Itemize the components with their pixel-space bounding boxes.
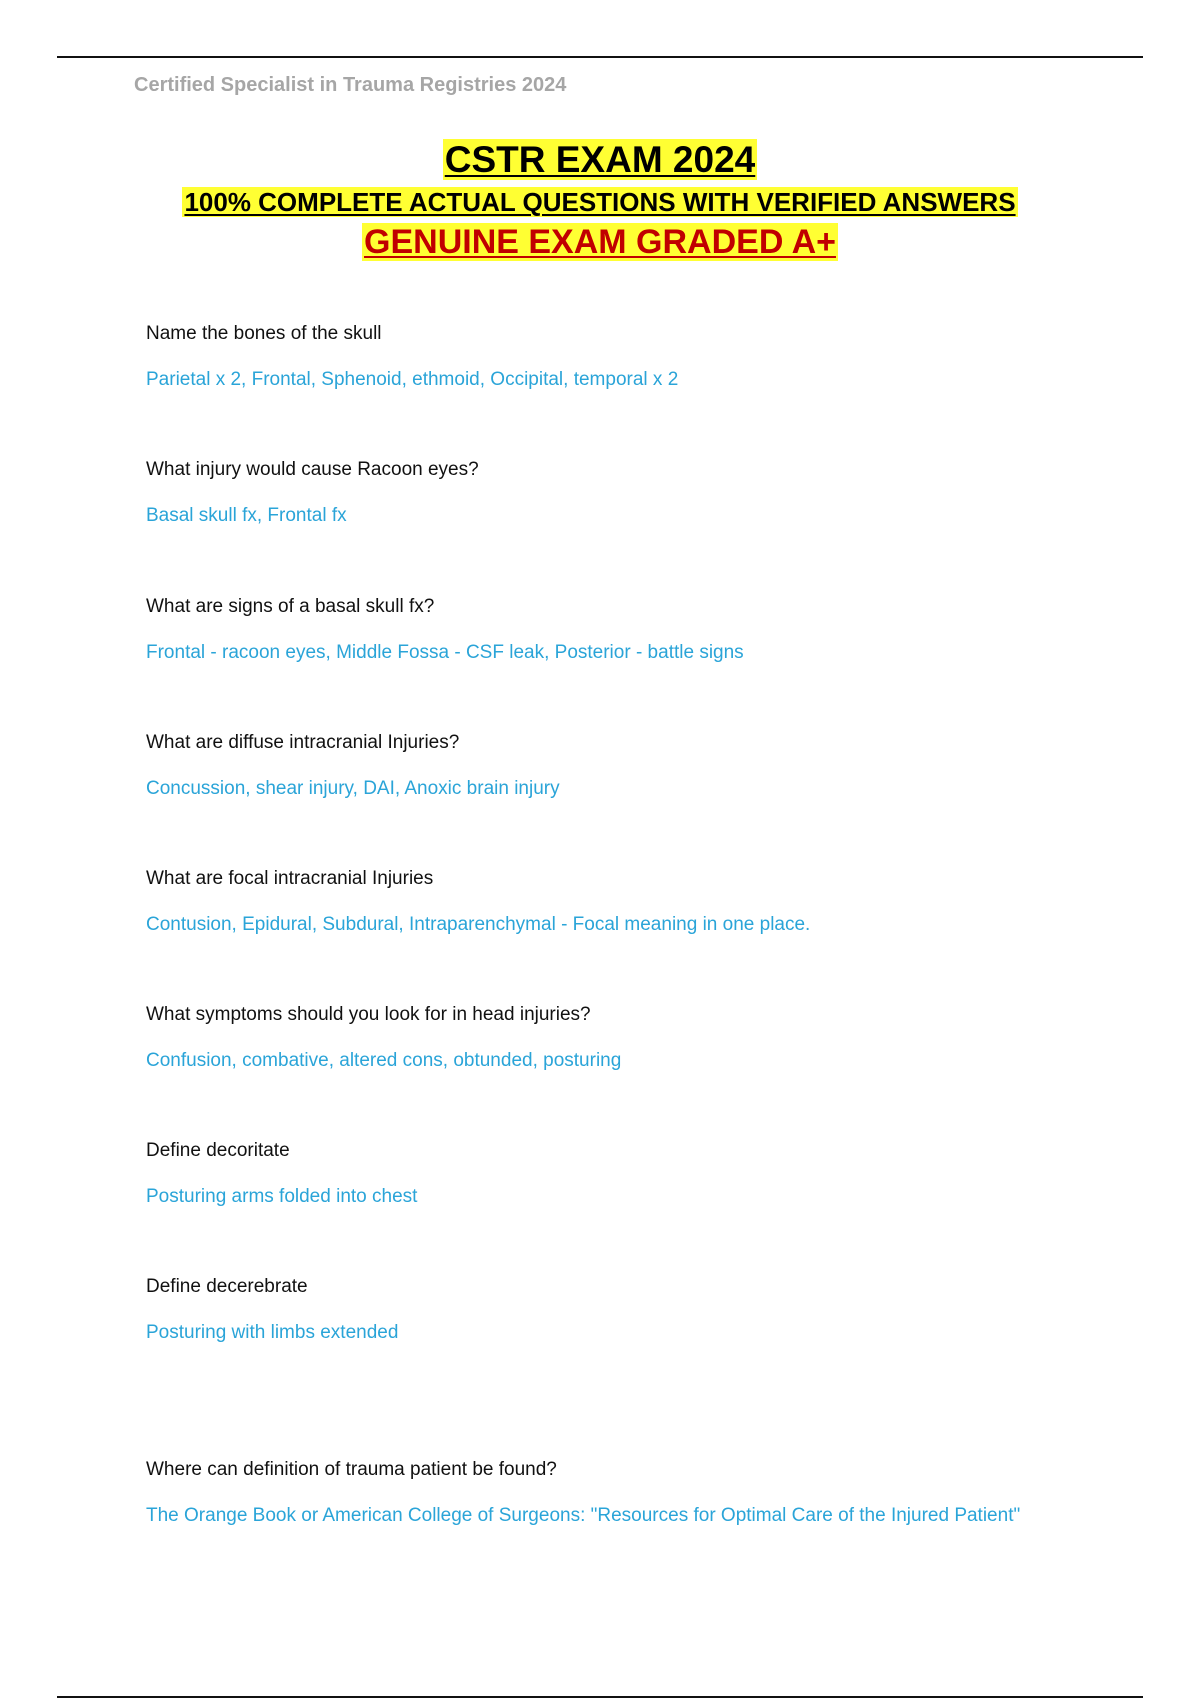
question: What injury would cause Racoon eyes? bbox=[146, 459, 479, 480]
qa-item bbox=[146, 867, 1046, 939]
question: What are focal intracranial Injuries bbox=[146, 868, 434, 889]
qa-item bbox=[146, 731, 1046, 803]
exam-subtitle: 100% COMPLETE ACTUAL QUESTIONS WITH VERIFIED ANSWERS bbox=[184, 187, 1016, 217]
qa-item bbox=[146, 1275, 1046, 1347]
title-block bbox=[0, 138, 1200, 264]
exam-subtitle-line bbox=[0, 184, 1200, 220]
running-header: Certified Specialist in Trauma Registries 2024 bbox=[134, 74, 567, 96]
answer: Contusion, Epidural, Subdural, Intraparenchymal - Focal meaning in one place. bbox=[146, 914, 811, 935]
question: Name the bones of the skull bbox=[146, 323, 382, 344]
answer: The Orange Book or American College of Surgeons: "Resources for Optimal Care of the Injured Patient" bbox=[146, 1505, 1021, 1526]
answer: Basal skull fx, Frontal fx bbox=[146, 505, 347, 526]
qa-item bbox=[146, 458, 1046, 530]
answer: Confusion, combative, altered cons, obtunded, posturing bbox=[146, 1050, 622, 1071]
qa-item bbox=[146, 1003, 1046, 1075]
question: What are signs of a basal skull fx? bbox=[146, 596, 435, 617]
exam-grade-line bbox=[0, 220, 1200, 264]
question: Where can definition of trauma patient be found? bbox=[146, 1459, 557, 1480]
answer: Posturing arms folded into chest bbox=[146, 1186, 418, 1207]
exam-title: CSTR EXAM 2024 bbox=[444, 139, 756, 180]
question: Define decoritate bbox=[146, 1140, 290, 1161]
qa-item bbox=[146, 322, 1046, 394]
qa-item bbox=[146, 1458, 1046, 1530]
exam-grade: GENUINE EXAM GRADED A+ bbox=[364, 223, 836, 261]
question: What symptoms should you look for in head injuries? bbox=[146, 1004, 591, 1025]
answer: Frontal - racoon eyes, Middle Fossa - CSF leak, Posterior - battle signs bbox=[146, 642, 744, 663]
qa-item bbox=[146, 595, 1046, 667]
question: Define decerebrate bbox=[146, 1276, 308, 1297]
top-rule bbox=[57, 56, 1143, 58]
exam-title-line bbox=[0, 138, 1200, 182]
answer: Posturing with limbs extended bbox=[146, 1322, 399, 1343]
question: What are diffuse intracranial Injuries? bbox=[146, 732, 460, 753]
answer: Concussion, shear injury, DAI, Anoxic brain injury bbox=[146, 778, 560, 799]
bottom-rule bbox=[57, 1696, 1143, 1698]
qa-item bbox=[146, 1139, 1046, 1211]
answer: Parietal x 2, Frontal, Sphenoid, ethmoid, Occipital, temporal x 2 bbox=[146, 369, 679, 390]
